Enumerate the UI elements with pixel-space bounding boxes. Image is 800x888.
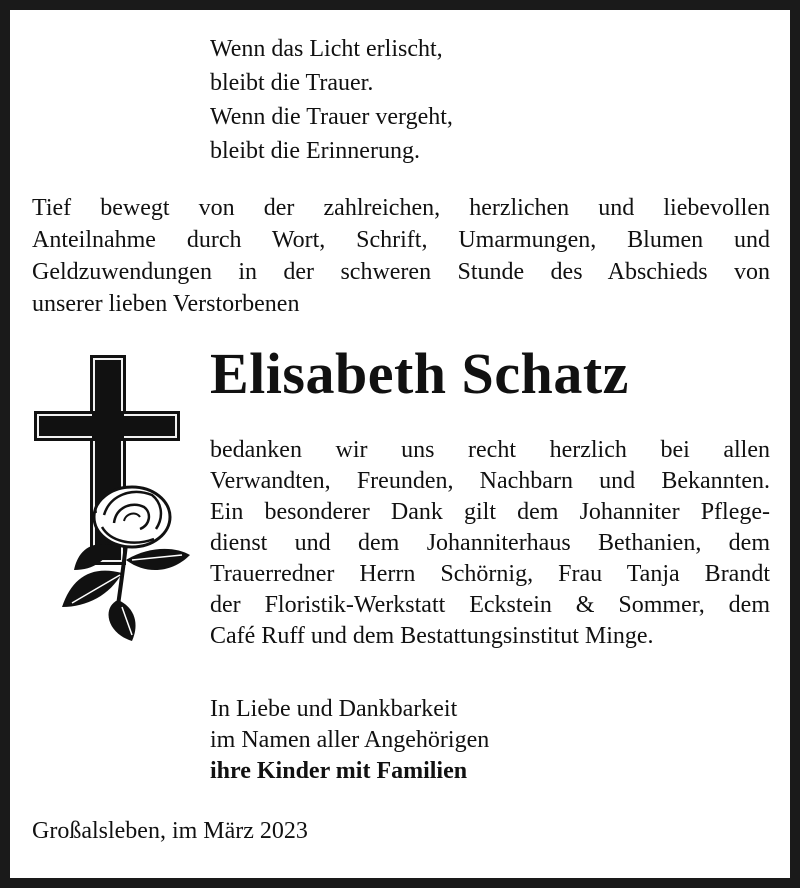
memorial-graphic: [32, 345, 192, 645]
closing-line: im Namen aller Angehörigen: [210, 727, 490, 753]
thanks-line: der Floristik-Werkstatt Eckstein & Sommer, dem: [210, 592, 770, 618]
closing-line: In Liebe und Dankbarkeit: [210, 696, 458, 722]
poem-line: Wenn die Trauer vergeht,: [210, 104, 453, 130]
thanks-paragraph: [210, 435, 770, 652]
thanks-line: Ein besonderer Dank gilt dem Johanniter Pflege-: [210, 499, 770, 525]
poem-line: Wenn das Licht erlischt,: [210, 36, 443, 62]
thanks-line: Verwandten, Freunden, Nachbarn und Bekannten.: [210, 468, 770, 494]
signature: ihre Kinder mit Familien: [210, 758, 468, 784]
thanks-line: Café Ruff und dem Bestattungsinstitut Minge.: [210, 623, 654, 649]
poem-line: bleibt die Erinnerung.: [210, 138, 420, 164]
place-date: Großalsleben, im März 2023: [32, 818, 308, 844]
intro-line: Anteilnahme durch Wort, Schrift, Umarmungen, Blumen und: [32, 227, 770, 253]
intro-paragraph: [32, 192, 770, 320]
thanks-line: Trauerredner Herrn Schörnig, Frau Tanja Brandt: [210, 561, 770, 587]
poem: [210, 32, 453, 168]
deceased-name: Elisabeth Schatz: [210, 341, 629, 406]
intro-line: Tief bewegt von der zahlreichen, herzlichen und liebevollen: [32, 195, 770, 221]
intro-line: unserer lieben Verstorbenen: [32, 291, 300, 317]
poem-line: bleibt die Trauer.: [210, 70, 374, 96]
intro-line: Geldzuwendungen in der schweren Stunde des Abschieds von: [32, 259, 770, 285]
cross-rose-illustration: [32, 345, 192, 645]
thanks-line: dienst und dem Johanniterhaus Bethanien, dem: [210, 530, 770, 556]
thanks-line: bedanken wir uns recht herzlich bei allen: [210, 437, 770, 463]
closing-block: [210, 694, 489, 787]
